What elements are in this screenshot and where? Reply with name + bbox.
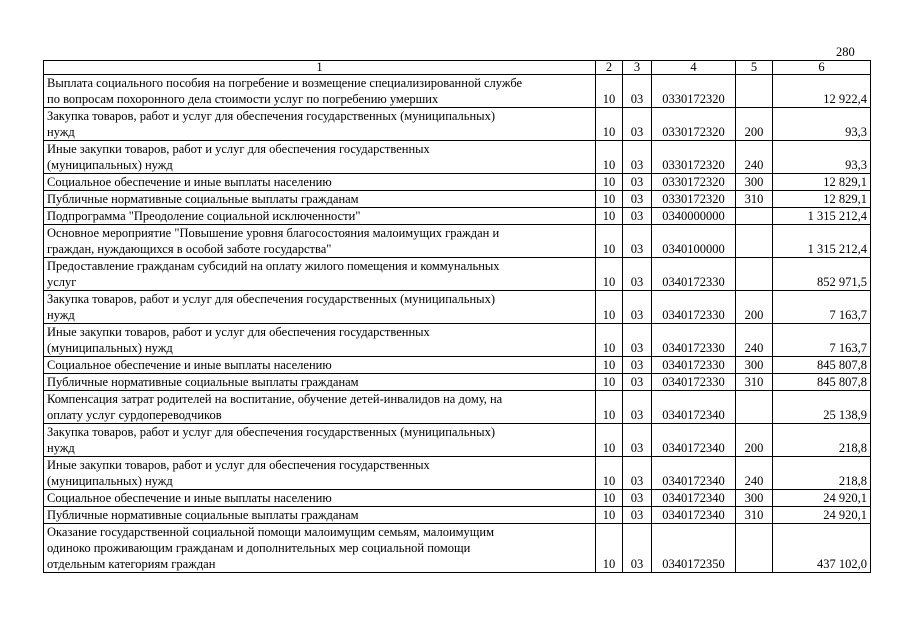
table-row (44, 424, 871, 457)
table-row (44, 374, 871, 391)
amount-cell: 24 920,1 (773, 490, 871, 507)
budget-table (43, 60, 871, 573)
row-name-line: Иные закупки товаров, работ и услуг для обеспечения государственных (47, 458, 430, 472)
section-code-cell: 10 (596, 524, 623, 573)
target-article-cell: 0340172340 (652, 507, 736, 524)
target-article-cell: 0330172320 (652, 141, 736, 174)
header-col-1: 1 (44, 61, 596, 75)
amount-cell: 12 829,1 (773, 174, 871, 191)
section-code-cell: 10 (596, 208, 623, 225)
header-col-5: 5 (736, 61, 773, 75)
row-name-cell (44, 524, 596, 573)
table-row (44, 191, 871, 208)
amount-cell: 12 829,1 (773, 191, 871, 208)
row-name-line: Предоставление гражданам субсидий на оплату жилого помещения и коммунальных (47, 259, 500, 273)
target-article-cell: 0340172340 (652, 457, 736, 490)
section-code-cell: 10 (596, 225, 623, 258)
header-col-3: 3 (623, 61, 652, 75)
expense-type-cell: 300 (736, 174, 773, 191)
row-name-cell (44, 291, 596, 324)
expense-type-cell (736, 258, 773, 291)
row-name-line: Иные закупки товаров, работ и услуг для обеспечения государственных (47, 142, 430, 156)
target-article-cell: 0340172330 (652, 324, 736, 357)
row-name-cell (44, 75, 596, 108)
row-name-line: Компенсация затрат родителей на воспитание, обучение детей-инвалидов на дому, на (47, 392, 503, 406)
table-row (44, 324, 871, 357)
row-name-line: Социальное обеспечение и иные выплаты населению (47, 491, 332, 505)
expense-type-cell: 300 (736, 490, 773, 507)
section-code-cell: 10 (596, 75, 623, 108)
table-row (44, 391, 871, 424)
subsection-code-cell: 03 (623, 108, 652, 141)
row-name-line: Публичные нормативные социальные выплаты гражданам (47, 192, 359, 206)
table-row (44, 291, 871, 324)
section-code-cell: 10 (596, 108, 623, 141)
subsection-code-cell: 03 (623, 507, 652, 524)
header-col-4: 4 (652, 61, 736, 75)
row-name-line: (муниципальных) нужд (47, 474, 173, 488)
row-name-line: (муниципальных) нужд (47, 158, 173, 172)
amount-cell: 7 163,7 (773, 324, 871, 357)
table-row (44, 457, 871, 490)
expense-type-cell (736, 225, 773, 258)
subsection-code-cell: 03 (623, 191, 652, 208)
section-code-cell: 10 (596, 391, 623, 424)
target-article-cell: 0340172330 (652, 374, 736, 391)
target-article-cell: 0340172350 (652, 524, 736, 573)
amount-cell: 218,8 (773, 457, 871, 490)
amount-cell: 24 920,1 (773, 507, 871, 524)
row-name-cell (44, 391, 596, 424)
subsection-code-cell: 03 (623, 391, 652, 424)
row-name-cell (44, 174, 596, 191)
expense-type-cell (736, 208, 773, 225)
row-name-line: отдельным категориям граждан (47, 557, 216, 571)
amount-cell: 218,8 (773, 424, 871, 457)
section-code-cell: 10 (596, 324, 623, 357)
amount-cell: 25 138,9 (773, 391, 871, 424)
table-row (44, 258, 871, 291)
amount-cell: 845 807,8 (773, 374, 871, 391)
row-name-line: Оказание государственной социальной помощи малоимущим семьям, малоимущим (47, 525, 495, 539)
section-code-cell: 10 (596, 424, 623, 457)
header-col-2: 2 (596, 61, 623, 75)
table-row (44, 174, 871, 191)
section-code-cell: 10 (596, 357, 623, 374)
amount-cell: 437 102,0 (773, 524, 871, 573)
table-row (44, 108, 871, 141)
target-article-cell: 0340100000 (652, 225, 736, 258)
row-name-line: услуг (47, 275, 77, 289)
expense-type-cell (736, 524, 773, 573)
row-name-line: Публичные нормативные социальные выплаты гражданам (47, 508, 359, 522)
subsection-code-cell: 03 (623, 208, 652, 225)
amount-cell: 93,3 (773, 141, 871, 174)
target-article-cell: 0340172330 (652, 291, 736, 324)
table-row (44, 524, 871, 573)
amount-cell: 1 315 212,4 (773, 225, 871, 258)
target-article-cell: 0340172340 (652, 490, 736, 507)
section-code-cell: 10 (596, 507, 623, 524)
row-name-line: Социальное обеспечение и иные выплаты населению (47, 358, 332, 372)
target-article-cell: 0330172320 (652, 108, 736, 141)
amount-cell: 845 807,8 (773, 357, 871, 374)
table-row (44, 357, 871, 374)
row-name-line: одиноко проживающим гражданам и дополнительных мер социальной помощи (47, 541, 471, 555)
row-name-line: Публичные нормативные социальные выплаты гражданам (47, 375, 359, 389)
table-row (44, 208, 871, 225)
section-code-cell: 10 (596, 457, 623, 490)
subsection-code-cell: 03 (623, 225, 652, 258)
row-name-cell (44, 324, 596, 357)
row-name-line: нужд (47, 441, 75, 455)
amount-cell: 852 971,5 (773, 258, 871, 291)
row-name-cell (44, 258, 596, 291)
row-name-line: Иные закупки товаров, работ и услуг для обеспечения государственных (47, 325, 430, 339)
subsection-code-cell: 03 (623, 174, 652, 191)
expense-type-cell: 240 (736, 457, 773, 490)
amount-cell: 7 163,7 (773, 291, 871, 324)
subsection-code-cell: 03 (623, 374, 652, 391)
table-row (44, 75, 871, 108)
row-name-line: Закупка товаров, работ и услуг для обеспечения государственных (муниципальных) (47, 425, 495, 439)
target-article-cell: 0330172320 (652, 174, 736, 191)
header-col-6: 6 (773, 61, 871, 75)
expense-type-cell: 300 (736, 357, 773, 374)
section-code-cell: 10 (596, 141, 623, 174)
subsection-code-cell: 03 (623, 357, 652, 374)
target-article-cell: 0340000000 (652, 208, 736, 225)
row-name-line: Социальное обеспечение и иные выплаты населению (47, 175, 332, 189)
row-name-line: Основное мероприятие "Повышение уровня благосостояния малоимущих граждан и (47, 226, 500, 240)
section-code-cell: 10 (596, 191, 623, 208)
section-code-cell: 10 (596, 374, 623, 391)
subsection-code-cell: 03 (623, 324, 652, 357)
subsection-code-cell: 03 (623, 75, 652, 108)
expense-type-cell (736, 75, 773, 108)
table-row (44, 141, 871, 174)
row-name-cell (44, 225, 596, 258)
header-row (44, 61, 871, 75)
row-name-line: Подпрограмма "Преодоление социальной исключенности" (47, 209, 361, 223)
expense-type-cell: 200 (736, 424, 773, 457)
section-code-cell: 10 (596, 174, 623, 191)
section-code-cell: 10 (596, 291, 623, 324)
row-name-line: нужд (47, 308, 75, 322)
row-name-line: Закупка товаров, работ и услуг для обеспечения государственных (муниципальных) (47, 292, 495, 306)
table-body (44, 75, 871, 573)
expense-type-cell: 200 (736, 291, 773, 324)
target-article-cell: 0340172340 (652, 424, 736, 457)
subsection-code-cell: 03 (623, 424, 652, 457)
expense-type-cell: 310 (736, 191, 773, 208)
subsection-code-cell: 03 (623, 524, 652, 573)
expense-type-cell: 310 (736, 374, 773, 391)
row-name-cell (44, 208, 596, 225)
row-name-line: граждан, нуждающихся в особой заботе государства" (47, 242, 332, 256)
expense-type-cell: 240 (736, 324, 773, 357)
row-name-cell (44, 424, 596, 457)
section-code-cell: 10 (596, 258, 623, 291)
row-name-line: нужд (47, 125, 75, 139)
table-row (44, 507, 871, 524)
table-row (44, 490, 871, 507)
table-row (44, 225, 871, 258)
expense-type-cell: 200 (736, 108, 773, 141)
row-name-cell (44, 357, 596, 374)
row-name-line: оплату услуг сурдопереводчиков (47, 408, 222, 422)
row-name-cell (44, 507, 596, 524)
expense-type-cell: 240 (736, 141, 773, 174)
page-number: 280 (836, 45, 855, 59)
target-article-cell: 0340172330 (652, 258, 736, 291)
row-name-line: Закупка товаров, работ и услуг для обеспечения государственных (муниципальных) (47, 109, 495, 123)
target-article-cell: 0330172320 (652, 191, 736, 208)
row-name-line: (муниципальных) нужд (47, 341, 173, 355)
expense-type-cell (736, 391, 773, 424)
subsection-code-cell: 03 (623, 141, 652, 174)
row-name-cell (44, 108, 596, 141)
subsection-code-cell: 03 (623, 490, 652, 507)
row-name-cell (44, 457, 596, 490)
row-name-cell (44, 141, 596, 174)
target-article-cell: 0330172320 (652, 75, 736, 108)
target-article-cell: 0340172330 (652, 357, 736, 374)
expense-type-cell: 310 (736, 507, 773, 524)
amount-cell: 1 315 212,4 (773, 208, 871, 225)
subsection-code-cell: 03 (623, 291, 652, 324)
target-article-cell: 0340172340 (652, 391, 736, 424)
row-name-cell (44, 374, 596, 391)
subsection-code-cell: 03 (623, 457, 652, 490)
subsection-code-cell: 03 (623, 258, 652, 291)
table-header (44, 61, 871, 75)
row-name-cell (44, 490, 596, 507)
row-name-line: Выплата социального пособия на погребение и возмещение специализированной службе (47, 76, 523, 90)
section-code-cell: 10 (596, 490, 623, 507)
amount-cell: 93,3 (773, 108, 871, 141)
row-name-line: по вопросам похоронного дела стоимости услуг по погребению умерших (47, 92, 439, 106)
amount-cell: 12 922,4 (773, 75, 871, 108)
row-name-cell (44, 191, 596, 208)
